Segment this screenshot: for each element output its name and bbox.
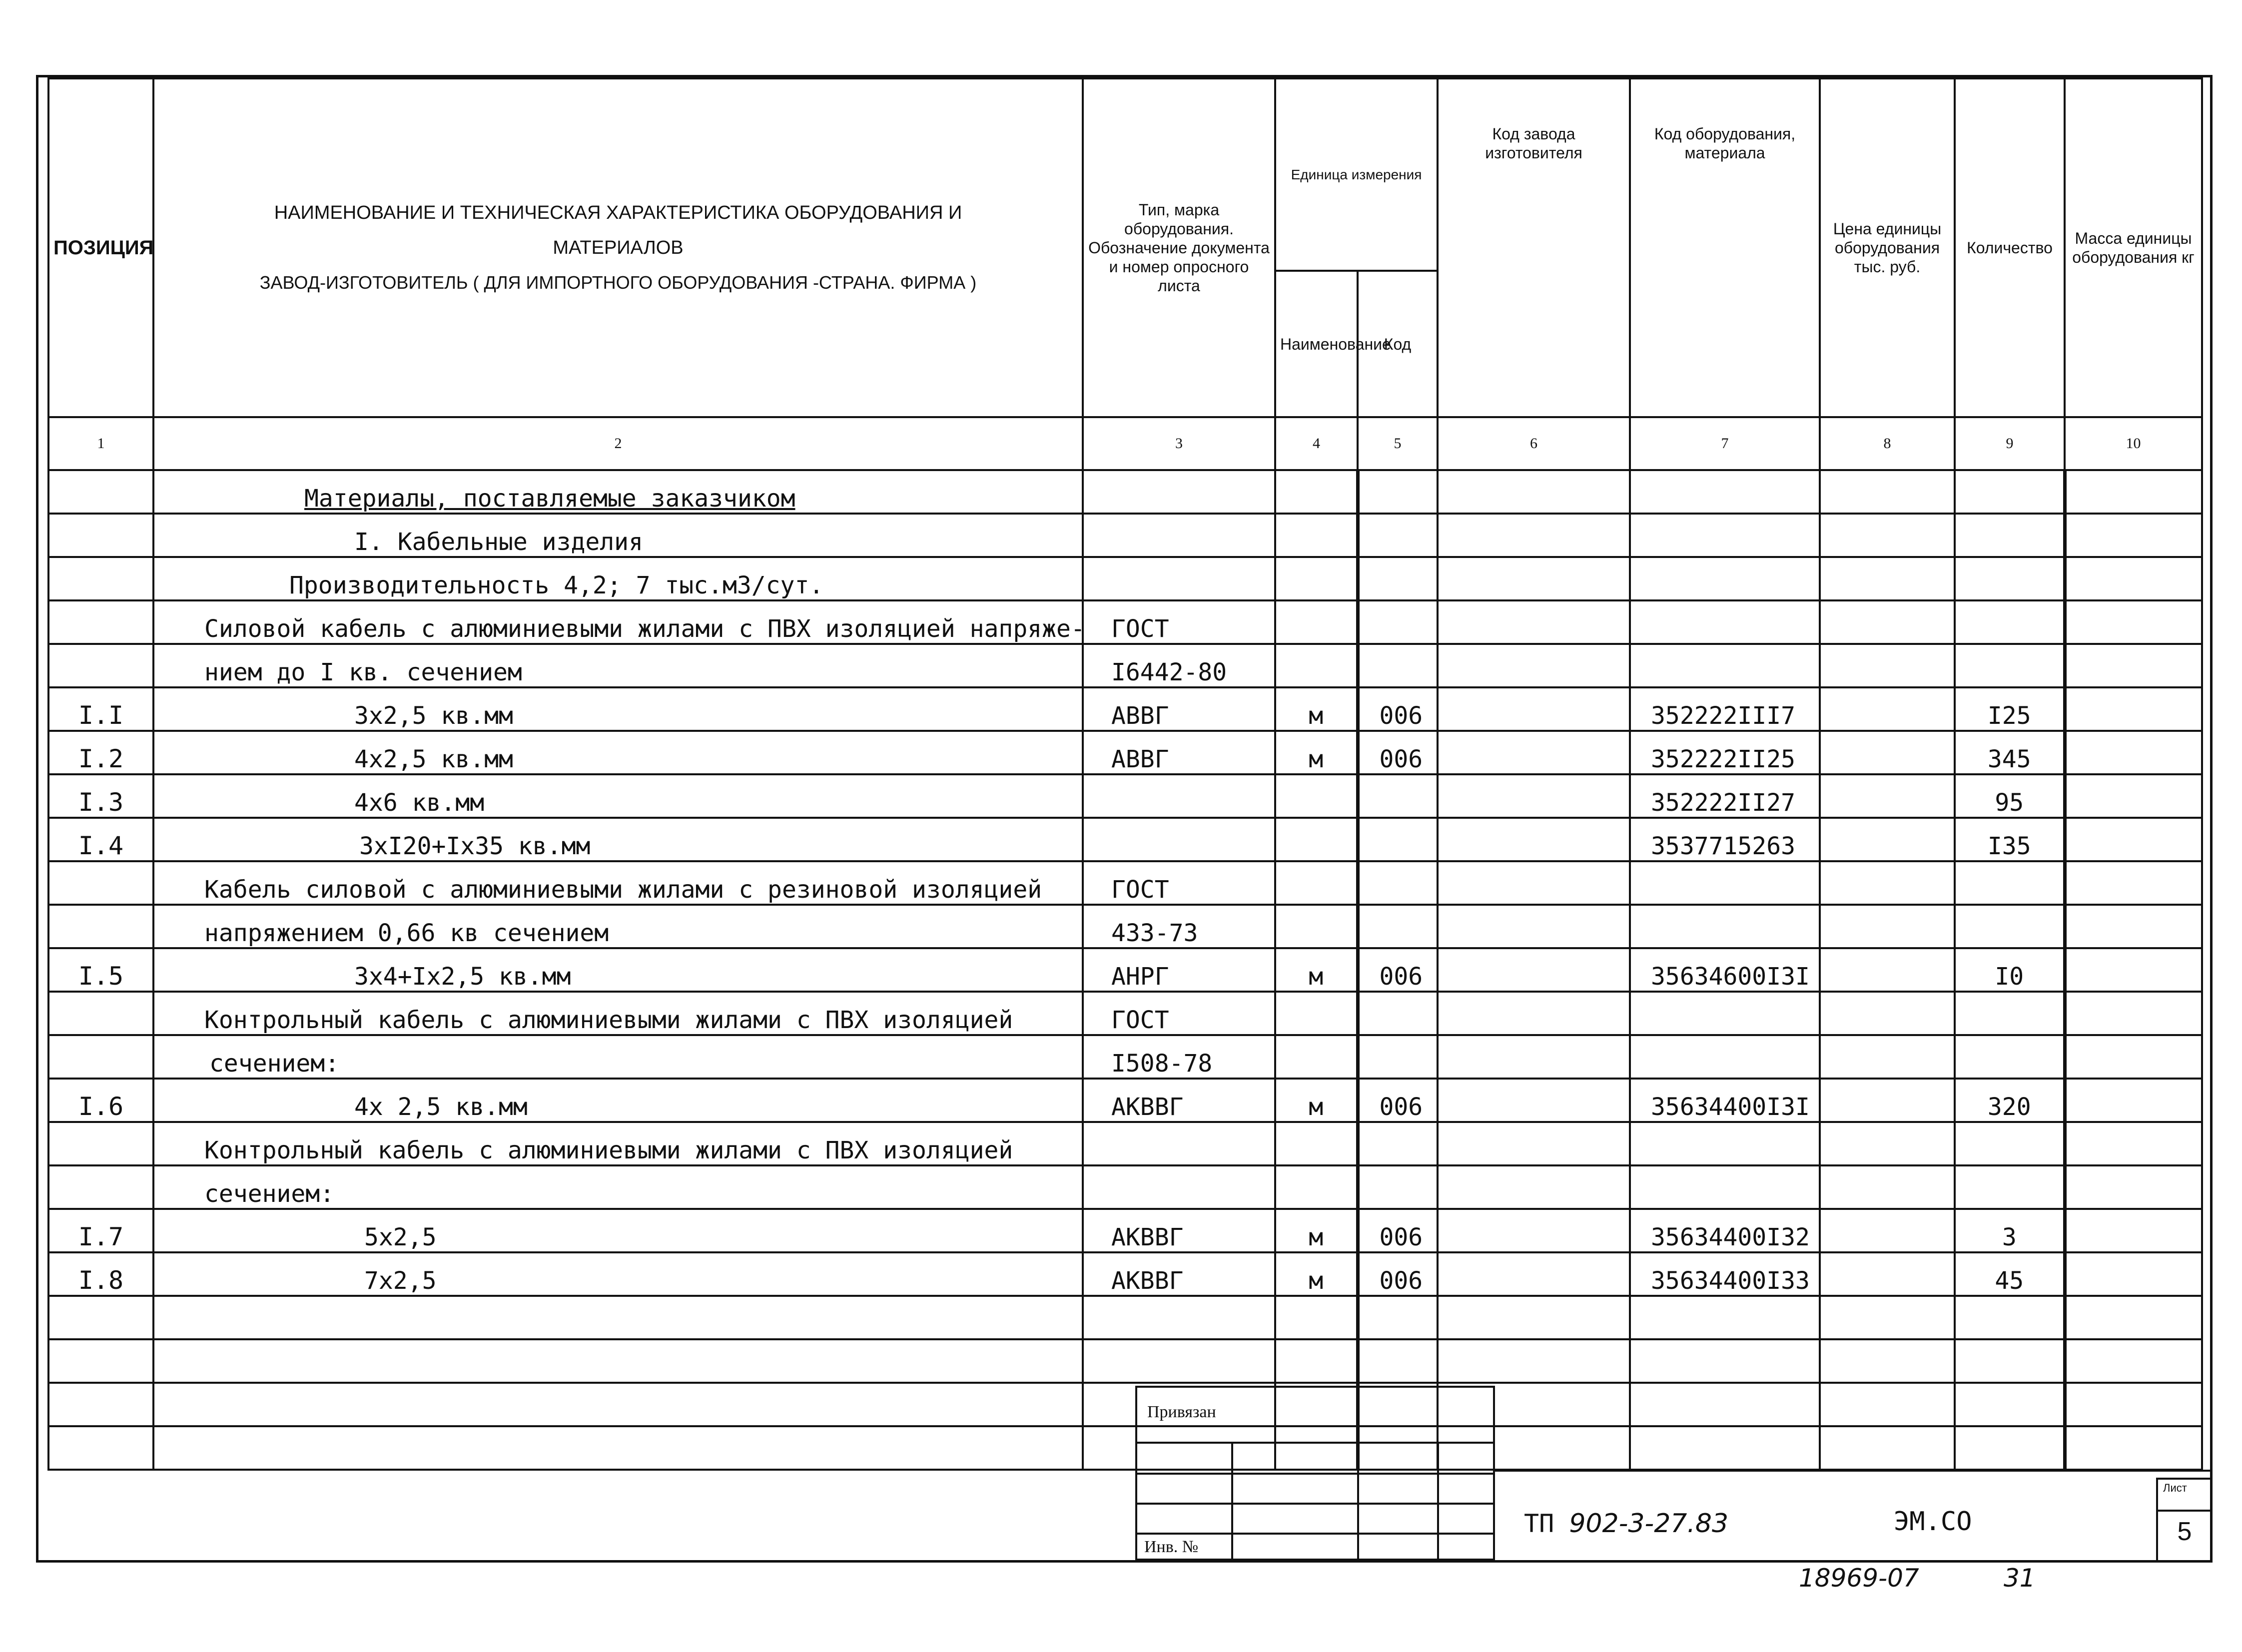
quantity-cell: I25 bbox=[1955, 687, 2065, 731]
unit-code-cell bbox=[1358, 644, 1438, 687]
unit-name-cell bbox=[1275, 600, 1358, 644]
maker-code-cell bbox=[1438, 1252, 1630, 1296]
quantity-cell bbox=[1955, 1339, 2065, 1383]
stamp-vdivider bbox=[1437, 1444, 1439, 1559]
document-code bbox=[1524, 1509, 1728, 1539]
position-cell bbox=[48, 905, 153, 948]
maker-code-cell bbox=[1438, 731, 1630, 774]
price-cell bbox=[1820, 1296, 1955, 1339]
price-cell bbox=[1820, 992, 1955, 1035]
material-code-cell: 352222II27 bbox=[1630, 774, 1820, 818]
maker-code-cell bbox=[1438, 905, 1630, 948]
name-cell: напряжением 0,66 кв сечением bbox=[153, 905, 1083, 948]
maker-code-cell bbox=[1438, 1296, 1630, 1339]
price-cell bbox=[1820, 1035, 1955, 1079]
maker-code-cell bbox=[1438, 992, 1630, 1035]
type-cell bbox=[1083, 1339, 1275, 1383]
colnum: 9 bbox=[1955, 417, 2065, 470]
header-unit-code: Код bbox=[1358, 271, 1438, 417]
maker-code-cell bbox=[1438, 600, 1630, 644]
quantity-cell: 3 bbox=[1955, 1209, 2065, 1252]
maker-code-cell bbox=[1438, 774, 1630, 818]
quantity-cell: 95 bbox=[1955, 774, 2065, 818]
mass-cell bbox=[2065, 687, 2202, 731]
mass-cell bbox=[2065, 948, 2202, 992]
position-cell bbox=[48, 1383, 153, 1426]
unit-name-cell bbox=[1275, 992, 1358, 1035]
table-row bbox=[48, 992, 2202, 1035]
maker-code-cell bbox=[1438, 1079, 1630, 1122]
material-code-cell bbox=[1630, 1165, 1820, 1209]
material-code-cell bbox=[1630, 644, 1820, 687]
table-row bbox=[48, 1035, 2202, 1079]
table-row bbox=[48, 1252, 2202, 1296]
position-cell bbox=[48, 600, 153, 644]
quantity-cell: I35 bbox=[1955, 818, 2065, 861]
price-cell bbox=[1820, 687, 1955, 731]
quantity-cell bbox=[1955, 514, 2065, 557]
position-cell: I.5 bbox=[48, 948, 153, 992]
price-cell bbox=[1820, 774, 1955, 818]
quantity-cell bbox=[1955, 1296, 2065, 1339]
header-type: Тип, марка оборудования. Обозначение документа и номер опросного листа bbox=[1083, 78, 1275, 417]
unit-code-cell bbox=[1358, 514, 1438, 557]
maker-code-cell bbox=[1438, 514, 1630, 557]
material-code-cell bbox=[1630, 1122, 1820, 1165]
mass-cell bbox=[2065, 470, 2202, 514]
mass-cell bbox=[2065, 1035, 2202, 1079]
header-quantity: Количество bbox=[1955, 78, 2065, 417]
unit-name-cell: м bbox=[1275, 687, 1358, 731]
unit-code-cell bbox=[1358, 1165, 1438, 1209]
stamp-vdivider bbox=[1357, 1444, 1359, 1559]
maker-code-cell bbox=[1438, 1165, 1630, 1209]
quantity-cell bbox=[1955, 1426, 2065, 1470]
mass-cell bbox=[2065, 1383, 2202, 1426]
price-cell bbox=[1820, 1079, 1955, 1122]
name-cell bbox=[153, 1339, 1083, 1383]
unit-name-cell bbox=[1275, 1296, 1358, 1339]
mass-cell bbox=[2065, 1209, 2202, 1252]
quantity-cell bbox=[1955, 644, 2065, 687]
header-name-line1: НАИМЕНОВАНИЕ И ТЕХНИЧЕСКАЯ ХАРАКТЕРИСТИКА ОБОРУДОВАНИЯ И bbox=[274, 202, 962, 223]
table-row bbox=[48, 774, 2202, 818]
mass-cell bbox=[2065, 1339, 2202, 1383]
material-code-cell bbox=[1630, 557, 1820, 600]
material-code-cell bbox=[1630, 1426, 1820, 1470]
table-body bbox=[48, 470, 2202, 1470]
name-cell: 3хI20+Iх35 кв.мм bbox=[153, 818, 1083, 861]
price-cell bbox=[1820, 470, 1955, 514]
position-cell bbox=[48, 992, 153, 1035]
table-row bbox=[48, 470, 2202, 514]
mass-cell bbox=[2065, 818, 2202, 861]
colnum: 4 bbox=[1275, 417, 1358, 470]
price-cell bbox=[1820, 1339, 1955, 1383]
sheet-number: 5 bbox=[2158, 1510, 2211, 1552]
maker-code-cell bbox=[1438, 687, 1630, 731]
unit-name-cell bbox=[1275, 1035, 1358, 1079]
stamp-divider bbox=[1137, 1533, 1493, 1535]
header-row bbox=[48, 78, 2202, 271]
maker-code-cell bbox=[1438, 470, 1630, 514]
price-cell bbox=[1820, 1209, 1955, 1252]
unit-code-cell bbox=[1358, 600, 1438, 644]
quantity-cell: 345 bbox=[1955, 731, 2065, 774]
quantity-cell bbox=[1955, 861, 2065, 905]
unit-code-cell: 006 bbox=[1358, 687, 1438, 731]
unit-code-cell bbox=[1358, 470, 1438, 514]
price-cell bbox=[1820, 557, 1955, 600]
name-cell: Контрольный кабель с алюминиевыми жилами с ПВХ изоляцией bbox=[153, 1122, 1083, 1165]
unit-code-cell bbox=[1358, 1035, 1438, 1079]
price-cell bbox=[1820, 948, 1955, 992]
unit-code-cell bbox=[1358, 1122, 1438, 1165]
unit-name-cell bbox=[1275, 861, 1358, 905]
unit-name-cell bbox=[1275, 514, 1358, 557]
maker-code-cell bbox=[1438, 644, 1630, 687]
material-code-cell bbox=[1630, 1339, 1820, 1383]
colnum: 5 bbox=[1358, 417, 1438, 470]
unit-code-cell: 006 bbox=[1358, 1252, 1438, 1296]
table-row bbox=[48, 1339, 2202, 1383]
name-cell: 3х4+Iх2,5 кв.мм bbox=[153, 948, 1083, 992]
colnum: 10 bbox=[2065, 417, 2202, 470]
sheet-number-box bbox=[2156, 1478, 2211, 1563]
colnum: 8 bbox=[1820, 417, 1955, 470]
colnum: 6 bbox=[1438, 417, 1630, 470]
header-name-line3: ЗАВОД-ИЗГОТОВИТЕЛЬ ( ДЛЯ ИМПОРТНОГО ОБОРУДОВАНИЯ -СТРАНА. ФИРМА ) bbox=[259, 272, 977, 293]
material-code-cell: 352222II25 bbox=[1630, 731, 1820, 774]
unit-name-cell: м bbox=[1275, 1209, 1358, 1252]
mass-cell bbox=[2065, 1165, 2202, 1209]
name-cell: 4х6 кв.мм bbox=[153, 774, 1083, 818]
price-cell bbox=[1820, 731, 1955, 774]
unit-name-cell bbox=[1275, 1165, 1358, 1209]
price-cell bbox=[1820, 905, 1955, 948]
binding-stamp bbox=[1135, 1386, 1495, 1561]
unit-code-cell bbox=[1358, 992, 1438, 1035]
header-unit-name: Наименование bbox=[1275, 271, 1358, 417]
material-code-cell bbox=[1630, 905, 1820, 948]
price-cell bbox=[1820, 1426, 1955, 1470]
unit-code-cell: 006 bbox=[1358, 948, 1438, 992]
name-cell: сечением: bbox=[153, 1165, 1083, 1209]
price-cell bbox=[1820, 1252, 1955, 1296]
type-cell bbox=[1083, 514, 1275, 557]
material-code-cell: 353771526З bbox=[1630, 818, 1820, 861]
type-cell: I6442-80 bbox=[1083, 644, 1275, 687]
position-cell bbox=[48, 644, 153, 687]
quantity-cell bbox=[1955, 905, 2065, 948]
mass-cell bbox=[2065, 1079, 2202, 1122]
maker-code-cell bbox=[1438, 557, 1630, 600]
material-code-cell: 35634400I3I bbox=[1630, 1079, 1820, 1122]
type-cell: АКВВГ bbox=[1083, 1252, 1275, 1296]
attached-label: Привязан bbox=[1147, 1403, 1216, 1421]
position-cell bbox=[48, 1426, 153, 1470]
name-cell: нием до I кв. сечением bbox=[153, 644, 1083, 687]
name-cell: 4х2,5 кв.мм bbox=[153, 731, 1083, 774]
mass-cell bbox=[2065, 731, 2202, 774]
position-cell bbox=[48, 470, 153, 514]
position-cell: I.2 bbox=[48, 731, 153, 774]
type-cell: I508-78 bbox=[1083, 1035, 1275, 1079]
unit-code-cell bbox=[1358, 818, 1438, 861]
name-cell bbox=[153, 1426, 1083, 1470]
material-code-cell: 35634600I3I bbox=[1630, 948, 1820, 992]
name-cell: Производительность 4,2; 7 тыс.м3/сут. bbox=[153, 557, 1083, 600]
type-cell bbox=[1083, 1122, 1275, 1165]
price-cell bbox=[1820, 1383, 1955, 1426]
colnum: 1 bbox=[48, 417, 153, 470]
header-material-code: Код оборудования, материала bbox=[1630, 78, 1820, 417]
table-row bbox=[48, 1122, 2202, 1165]
unit-name-cell: м bbox=[1275, 1079, 1358, 1122]
material-code-cell: 35634400I32 bbox=[1630, 1209, 1820, 1252]
name-cell bbox=[153, 1296, 1083, 1339]
unit-name-cell: м bbox=[1275, 1252, 1358, 1296]
material-code-cell bbox=[1630, 1383, 1820, 1426]
name-cell: 3х2,5 кв.мм bbox=[153, 687, 1083, 731]
position-cell bbox=[48, 1339, 153, 1383]
price-cell bbox=[1820, 644, 1955, 687]
unit-name-cell bbox=[1275, 1339, 1358, 1383]
position-cell bbox=[48, 1035, 153, 1079]
stamp-divider bbox=[1137, 1503, 1493, 1505]
table-row bbox=[48, 1165, 2202, 1209]
type-cell: ГОСТ bbox=[1083, 600, 1275, 644]
unit-code-cell bbox=[1358, 557, 1438, 600]
header-mass: Масса единицы оборудования кг bbox=[2065, 78, 2202, 417]
name-cell: 4х 2,5 кв.мм bbox=[153, 1079, 1083, 1122]
position-cell bbox=[48, 514, 153, 557]
unit-name-cell bbox=[1275, 644, 1358, 687]
maker-code-cell bbox=[1438, 1122, 1630, 1165]
unit-name-cell bbox=[1275, 1122, 1358, 1165]
document-mark: ЭМ.СО bbox=[1894, 1507, 1972, 1537]
name-cell: Силовой кабель с алюминиевыми жилами с ПВХ изоляцией напряже- bbox=[153, 600, 1083, 644]
unit-name-cell bbox=[1275, 470, 1358, 514]
unit-name-cell: м bbox=[1275, 731, 1358, 774]
type-cell bbox=[1083, 818, 1275, 861]
table-row bbox=[48, 1383, 2202, 1426]
unit-name-cell bbox=[1275, 905, 1358, 948]
quantity-cell bbox=[1955, 557, 2065, 600]
position-cell bbox=[48, 557, 153, 600]
material-code-cell bbox=[1630, 514, 1820, 557]
position-cell bbox=[48, 1122, 153, 1165]
colnum: 7 bbox=[1630, 417, 1820, 470]
name-cell: I. Кабельные изделия bbox=[153, 514, 1083, 557]
material-code-cell bbox=[1630, 470, 1820, 514]
mass-cell bbox=[2065, 557, 2202, 600]
type-cell bbox=[1083, 1165, 1275, 1209]
inventory-label: Инв. № bbox=[1144, 1538, 1199, 1556]
type-cell: АВВГ bbox=[1083, 731, 1275, 774]
header-unit-group: Единица измерения bbox=[1275, 78, 1438, 271]
unit-code-cell bbox=[1358, 1339, 1438, 1383]
quantity-cell bbox=[1955, 1035, 2065, 1079]
unit-name-cell bbox=[1275, 818, 1358, 861]
table-row bbox=[48, 861, 2202, 905]
quantity-cell bbox=[1955, 992, 2065, 1035]
mass-cell bbox=[2065, 992, 2202, 1035]
column-number-row bbox=[48, 417, 2202, 470]
colnum: 3 bbox=[1083, 417, 1275, 470]
position-cell: I.7 bbox=[48, 1209, 153, 1252]
mass-cell bbox=[2065, 774, 2202, 818]
mass-cell bbox=[2065, 1426, 2202, 1470]
maker-code-cell bbox=[1438, 861, 1630, 905]
sheet-label: Лист bbox=[2163, 1482, 2187, 1494]
material-code-cell bbox=[1630, 992, 1820, 1035]
mass-cell bbox=[2065, 1296, 2202, 1339]
price-cell bbox=[1820, 818, 1955, 861]
table-row bbox=[48, 514, 2202, 557]
table-row bbox=[48, 818, 2202, 861]
table-row bbox=[48, 557, 2202, 600]
table-row bbox=[48, 905, 2202, 948]
doc-number: 902-3-27.83 bbox=[1569, 1509, 1729, 1539]
unit-code-cell bbox=[1358, 1296, 1438, 1339]
quantity-cell: 320 bbox=[1955, 1079, 2065, 1122]
mass-cell bbox=[2065, 905, 2202, 948]
specification-table bbox=[47, 77, 2203, 1471]
table-row bbox=[48, 1426, 2202, 1470]
price-cell bbox=[1820, 1122, 1955, 1165]
type-cell: АКВВГ bbox=[1083, 1209, 1275, 1252]
stamp-vdivider bbox=[1231, 1444, 1233, 1559]
name-cell: Кабель силовой с алюминиевыми жилами с резиновой изоляцией bbox=[153, 861, 1083, 905]
price-cell bbox=[1820, 600, 1955, 644]
archive-number: 18969-07 bbox=[1799, 1564, 1919, 1593]
unit-code-cell: 006 bbox=[1358, 1079, 1438, 1122]
quantity-cell: 45 bbox=[1955, 1252, 2065, 1296]
table-row bbox=[48, 1079, 2202, 1122]
maker-code-cell bbox=[1438, 1209, 1630, 1252]
name-cell: Контрольный кабель с алюминиевыми жилами с ПВХ изоляцией bbox=[153, 992, 1083, 1035]
price-cell bbox=[1820, 1165, 1955, 1209]
quantity-cell: I0 bbox=[1955, 948, 2065, 992]
position-cell: I.3 bbox=[48, 774, 153, 818]
unit-code-cell bbox=[1358, 905, 1438, 948]
header-price: Цена единицы оборудования тыс. руб. bbox=[1820, 78, 1955, 417]
type-cell bbox=[1083, 1296, 1275, 1339]
unit-code-cell bbox=[1358, 774, 1438, 818]
unit-code-cell: 006 bbox=[1358, 731, 1438, 774]
unit-name-cell bbox=[1275, 774, 1358, 818]
material-code-cell bbox=[1630, 861, 1820, 905]
material-code-cell bbox=[1630, 600, 1820, 644]
quantity-cell bbox=[1955, 1165, 2065, 1209]
name-cell: 5х2,5 bbox=[153, 1209, 1083, 1252]
position-cell bbox=[48, 1165, 153, 1209]
material-code-cell bbox=[1630, 1035, 1820, 1079]
type-cell: АНРГ bbox=[1083, 948, 1275, 992]
mass-cell bbox=[2065, 861, 2202, 905]
unit-code-cell: 006 bbox=[1358, 1209, 1438, 1252]
table-row bbox=[48, 731, 2202, 774]
doc-prefix: ТП bbox=[1524, 1509, 1554, 1538]
position-cell: I.I bbox=[48, 687, 153, 731]
type-cell bbox=[1083, 470, 1275, 514]
quantity-cell bbox=[1955, 470, 2065, 514]
maker-code-cell bbox=[1438, 1339, 1630, 1383]
price-cell bbox=[1820, 861, 1955, 905]
material-code-cell: 352222III7 bbox=[1630, 687, 1820, 731]
name-cell: 7х2,5 bbox=[153, 1252, 1083, 1296]
unit-code-cell bbox=[1358, 861, 1438, 905]
mass-cell bbox=[2065, 600, 2202, 644]
colnum: 2 bbox=[153, 417, 1083, 470]
type-cell: АКВВГ bbox=[1083, 1079, 1275, 1122]
quantity-cell bbox=[1955, 1122, 2065, 1165]
material-code-cell bbox=[1630, 1296, 1820, 1339]
table-row bbox=[48, 948, 2202, 992]
page-number: 31 bbox=[2004, 1564, 2036, 1593]
table-row bbox=[48, 1296, 2202, 1339]
name-cell: Материалы, поставляемые заказчиком bbox=[153, 470, 1083, 514]
quantity-cell bbox=[1955, 600, 2065, 644]
type-cell: ГОСТ bbox=[1083, 861, 1275, 905]
mass-cell bbox=[2065, 1122, 2202, 1165]
type-cell bbox=[1083, 557, 1275, 600]
position-cell bbox=[48, 1296, 153, 1339]
table-row bbox=[48, 1209, 2202, 1252]
maker-code-cell bbox=[1438, 1035, 1630, 1079]
price-cell bbox=[1820, 514, 1955, 557]
maker-code-cell bbox=[1438, 818, 1630, 861]
name-cell: сечением: bbox=[153, 1035, 1083, 1079]
name-cell bbox=[153, 1383, 1083, 1426]
header-position: ПОЗИЦИЯ bbox=[48, 78, 153, 417]
material-code-cell: 35634400I33 bbox=[1630, 1252, 1820, 1296]
header-name-line2: МАТЕРИАЛОВ bbox=[553, 237, 684, 258]
type-cell: АВВГ bbox=[1083, 687, 1275, 731]
position-cell: I.8 bbox=[48, 1252, 153, 1296]
table-row bbox=[48, 600, 2202, 644]
type-cell: 433-73 bbox=[1083, 905, 1275, 948]
mass-cell bbox=[2065, 644, 2202, 687]
unit-name-cell: м bbox=[1275, 948, 1358, 992]
stamp-divider bbox=[1137, 1442, 1493, 1444]
mass-cell bbox=[2065, 514, 2202, 557]
position-cell: I.4 bbox=[48, 818, 153, 861]
mass-cell bbox=[2065, 1252, 2202, 1296]
position-cell: I.6 bbox=[48, 1079, 153, 1122]
quantity-cell bbox=[1955, 1383, 2065, 1426]
unit-name-cell bbox=[1275, 557, 1358, 600]
position-cell bbox=[48, 861, 153, 905]
type-cell: ГОСТ bbox=[1083, 992, 1275, 1035]
type-cell bbox=[1083, 774, 1275, 818]
stamp-divider bbox=[1137, 1473, 1493, 1475]
header-maker-code: Код завода изготовителя bbox=[1438, 78, 1630, 417]
table-row bbox=[48, 644, 2202, 687]
maker-code-cell bbox=[1438, 948, 1630, 992]
table-row bbox=[48, 687, 2202, 731]
header-name bbox=[153, 78, 1083, 417]
